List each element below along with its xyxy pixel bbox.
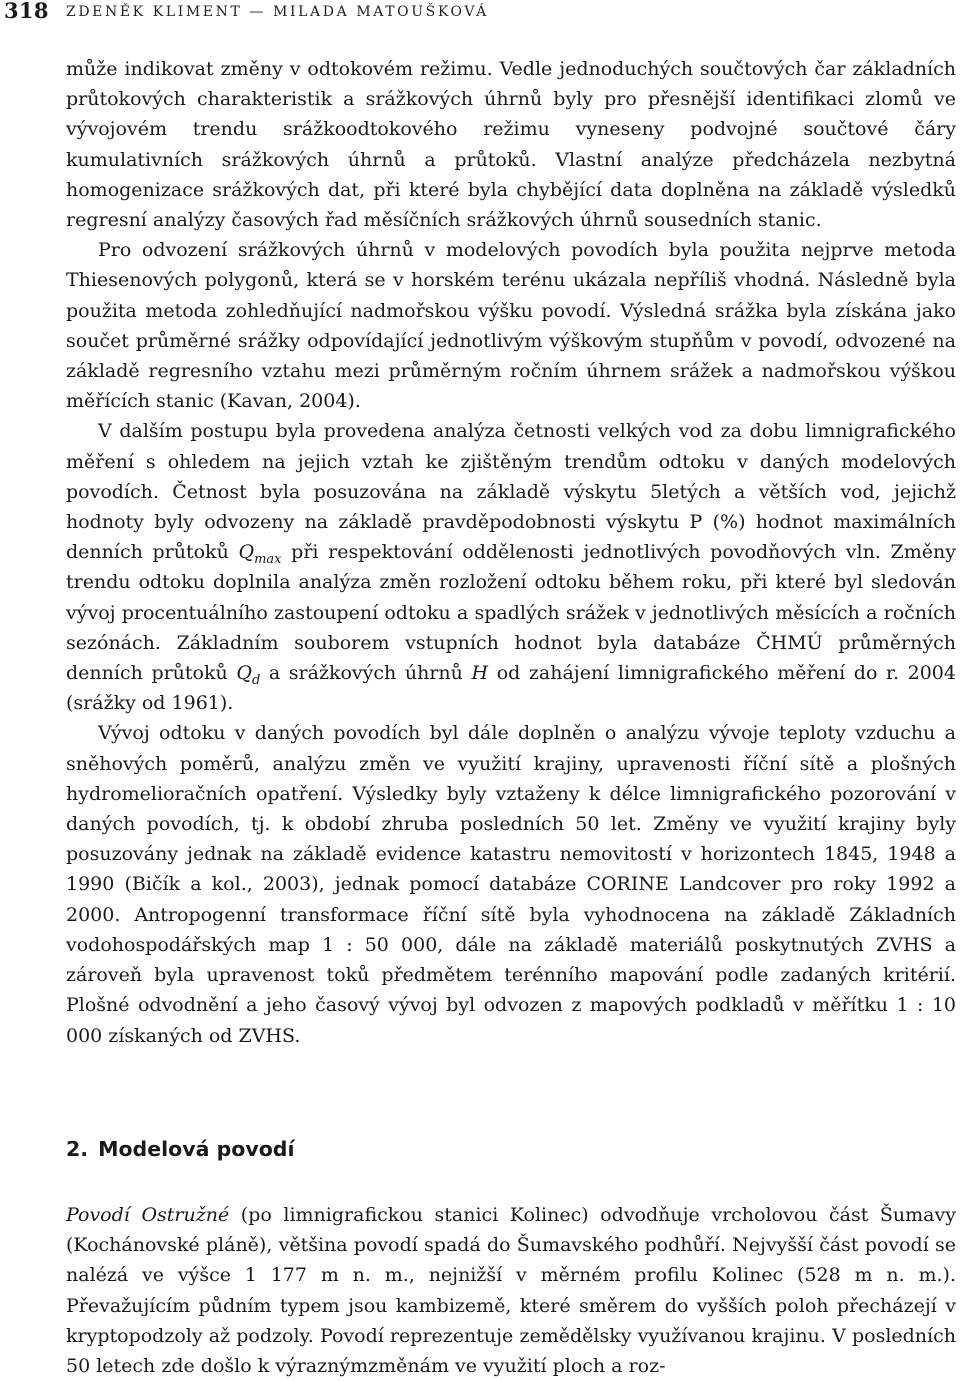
running-head: ZDENĚK KLIMENT — MILADA MATOUŠKOVÁ xyxy=(66,4,489,20)
section-heading xyxy=(66,1137,294,1161)
page-header xyxy=(0,0,960,30)
subscript: d xyxy=(251,672,261,688)
italic-run: Q xyxy=(238,541,255,564)
text-run: a srážkových úhrnů xyxy=(260,662,472,685)
italic-run: H xyxy=(471,662,489,685)
text-run: V dalším postupu byla provedena analýza četnosti velkých vod za dobu limnigrafického měření s ohledem na jejich vztah ke zjištěným trendům odtoku v daných modelových povodích. Četnost byla posuzována na základě výskytu 5letých a větších vod, jejichž hodnoty byly odvozeny na základě pravděpodobnosti výskytu P (%) hodnot maximálních denních průtoků xyxy=(66,420,956,564)
italic-run: Povodí Ostružné xyxy=(66,1204,230,1226)
text-run: (po limnigrafickou stanici Kolinec) odvodňuje vrcholovou část Šumavy (Kochánovské pláně), většina povodí spadá do Šumavského podhůří. Nejvyšší část povodí se nalézá ve výšce 1 177 m n. m., nejnižší v měrném profilu Kolinec (528 m n. m.). Převažujícím půdním typem jsou kambizemě, které směrem do vyšších poloh přecházejí v kryptopodzoly až podzoly. Povodí reprezentuje zemědělsky využívanou krajinu. V posledních 50 letech zde došlo k výraznýmzměnám ve využití ploch a roz- xyxy=(66,1204,956,1378)
section-paragraph xyxy=(66,1200,956,1381)
paragraph xyxy=(66,718,956,1050)
page-number: 318 xyxy=(4,0,49,23)
section-title: Modelová povodí xyxy=(98,1137,295,1161)
text-run: Pro odvození srážkových úhrnů v modelových povodích byla použita nejprve metoda Thiesenových polygonů, která se v horském terénu ukázala nepříliš vhodná. Následně byla použita metoda zohledňující nadmořskou výšku povodí. Výsledná srážka byla získána jako součet průměrné srážky odpovídající jednotlivým výškovým stupňům v povodí, odvozené na základě regresního vztahu mezi průměrným ročním úhrnem srážek a nadmořskou výškou měřících stanic (Kavan, 2004). xyxy=(66,239,956,413)
text-run: Vývoj odtoku v daných povodích byl dále doplněn o analýzu vývoje teploty vzduchu a sněhových poměrů, analýzu změn ve využití krajiny, upravenosti říční sítě a plošných hydromelioračních opatření. Výsledky byly vztaženy k délce limnigrafického pozorování v daných povodích, tj. k období zhruba posledních 50 let. Změny ve využití krajiny byly posuzovány jednak na základě evidence katastru nemovitostí v horizontech 1845, 1948 a 1990 (Bičík a kol., 2003), jednak pomocí databáze CORINE Landcover pro roky 1992 a 2000. Antropogenní transformace říční sítě byla vyhodnocena na základě Základních vodohospodářských map 1 : 50 000, dále na základě materiálů poskytnutých ZVHS a zároveň byla upravenost toků předmětem terénního mapování podle zadaných kritérií. Plošné odvodnění a jeho časový vývoj byl odvozen z mapových podkladů v měřítku 1 : 10 000 získaných od ZVHS. xyxy=(66,722,956,1047)
text-run: při respektování oddělenosti jednotlivých povodňových vln. Změny trendu odtoku doplnila analýza změn rozložení odtoku během roku, při které byl sledován vývoj procentuálního zastoupení odtoku a spadlých srážek v jednotlivých měsících a ročních sezónách. Základním souborem vstupních hodnot byla databáze ČHMÚ průměrných denních průtoků xyxy=(66,541,956,685)
subscript: max xyxy=(254,552,282,568)
paragraph xyxy=(66,235,956,416)
italic-run: Q xyxy=(236,662,252,685)
section-number: 2. xyxy=(66,1137,89,1161)
text-run: od zahájení limnigrafického měření do r. 2004 (srážky od 1961). xyxy=(66,662,956,715)
body-text xyxy=(66,54,956,1051)
text-run: může indikovat změny v odtokovém režimu. Vedle jednoduchých součtových čar základních průtokových charakteristik a srážkových úhrnů byly pro přesnější identifikaci zlomů ve vývojovém trendu srážkoodtokového režimu vyneseny podvojné součtové čáry kumulativních srážkových úhrnů a průtoků. Vlastní analýze předcházela nezbytná homogenizace srážkových dat, při které byla chybějící data doplněna na základě výsledků regresní analýzy časových řad měsíčních srážkových úhrnů sousedních stanic. xyxy=(66,58,956,232)
paragraph xyxy=(66,54,956,235)
section-text xyxy=(66,1200,956,1381)
paragraph xyxy=(66,416,956,718)
